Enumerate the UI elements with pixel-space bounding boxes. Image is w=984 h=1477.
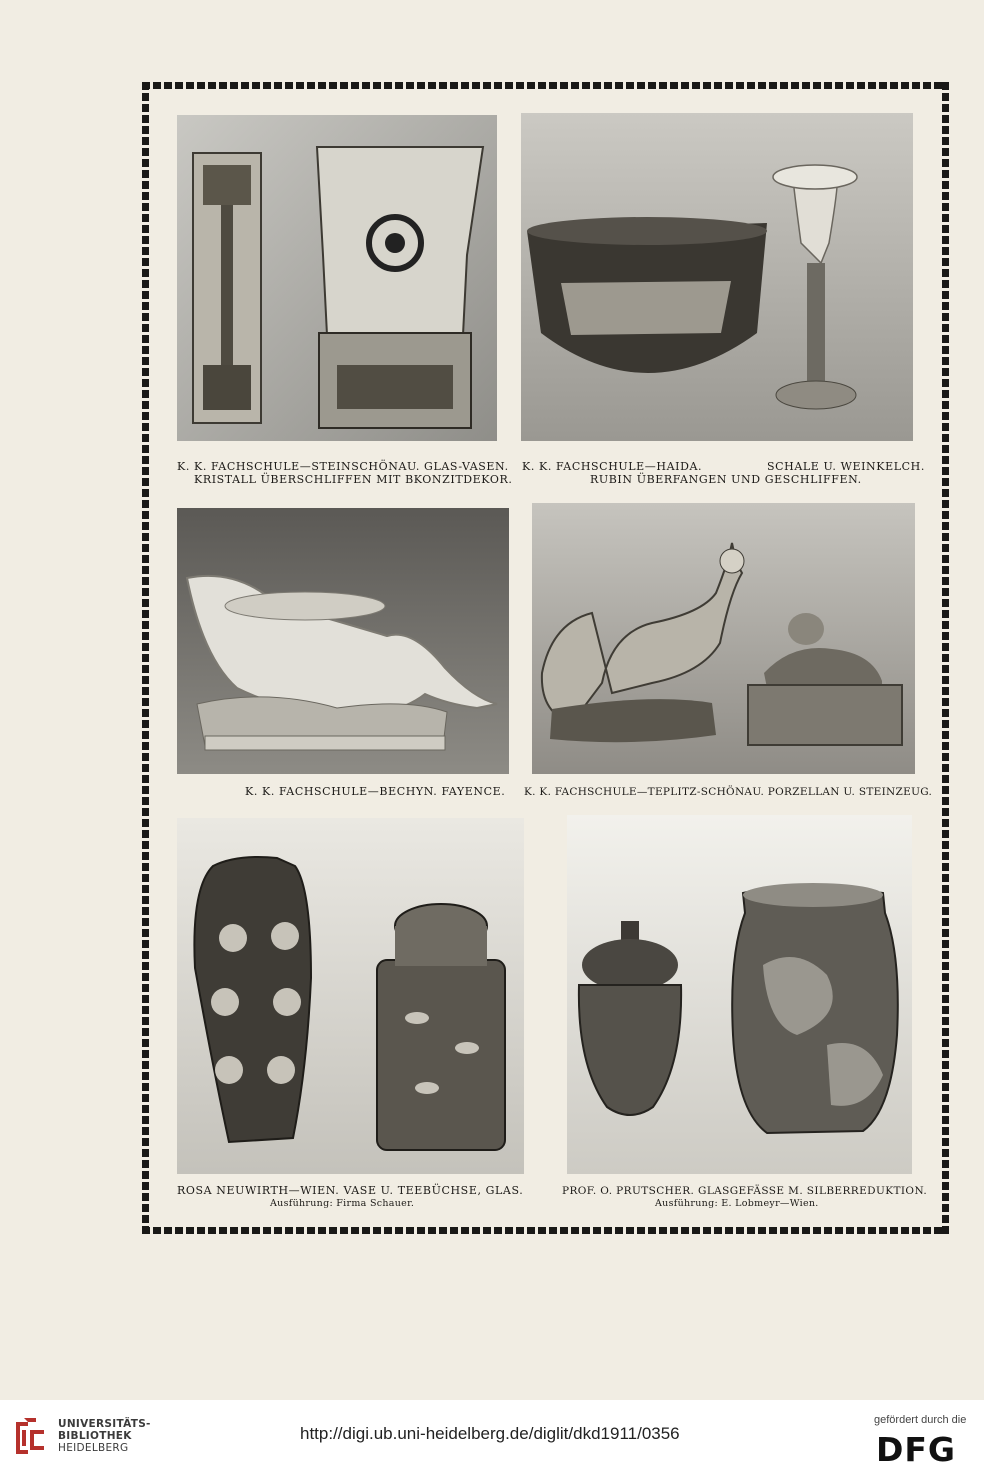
border-bottom bbox=[142, 1227, 949, 1234]
border-left bbox=[142, 82, 149, 1234]
border-top bbox=[142, 82, 949, 89]
caption-plate2-line1-right: SCHALE U. WEINKELCH. bbox=[767, 460, 925, 473]
caption-plate5-line1: ROSA NEUWIRTH—WIEN. VASE U. TEEBÜCHSE, GLAS. bbox=[177, 1184, 524, 1197]
glass-vases-image bbox=[177, 115, 497, 441]
bowl-wineglass-image bbox=[521, 113, 913, 441]
caption-plate2-line2: RUBIN ÜBERFANGEN UND GESCHLIFFEN. bbox=[590, 473, 862, 486]
caption-plate5-line2: Ausführung: Firma Schauer. bbox=[270, 1198, 415, 1209]
dfg-logo: DFG bbox=[876, 1430, 957, 1469]
photo-rooster-rabbits bbox=[532, 503, 915, 774]
photo-glass-vessels bbox=[567, 815, 912, 1174]
library-logo-icon bbox=[14, 1418, 46, 1458]
caption-plate4: K. K. FACHSCHULE—TEPLITZ-SCHÖNAU. PORZELLAN U. STEINZEUG. bbox=[524, 786, 933, 798]
caption-plate1-line1: K. K. FACHSCHULE—STEINSCHÖNAU. GLAS-VASEN. bbox=[177, 460, 509, 473]
vase-tea-caddy-image bbox=[177, 818, 524, 1174]
caption-plate6-line2: Ausführung: E. Lobmeyr—Wien. bbox=[655, 1198, 819, 1209]
digitization-footer bbox=[0, 1400, 984, 1477]
photo-bowl-wineglass bbox=[521, 113, 913, 441]
rooster-rabbits-image bbox=[532, 503, 915, 774]
photo-vase-tea-caddy bbox=[177, 818, 524, 1174]
caption-plate2-line1-left: K. K. FACHSCHULE—HAIDA. bbox=[522, 460, 703, 473]
permalink-url[interactable]: http://digi.ub.uni-heidelberg.de/diglit/dkd1911/0356 bbox=[300, 1424, 680, 1443]
photo-glass-vases bbox=[177, 115, 497, 441]
photo-faience-duck bbox=[177, 508, 509, 774]
glass-vessels-image bbox=[567, 815, 912, 1174]
faience-duck-image bbox=[177, 508, 509, 774]
border-right bbox=[942, 82, 949, 1234]
funded-by-text: gefördert durch die bbox=[874, 1414, 967, 1426]
caption-plate1-line2: KRISTALL ÜBERSCHLIFFEN MIT BKONZITDEKOR. bbox=[194, 473, 513, 486]
library-name: UNIVERSITÄTS- BIBLIOTHEK HEIDELBERG bbox=[58, 1418, 151, 1454]
caption-plate6-line1: PROF. O. PRUTSCHER. GLASGEFÄSSE M. SILBERREDUKTION. bbox=[562, 1185, 928, 1197]
caption-plate3: K. K. FACHSCHULE—BECHYN. FAYENCE. bbox=[245, 785, 506, 798]
